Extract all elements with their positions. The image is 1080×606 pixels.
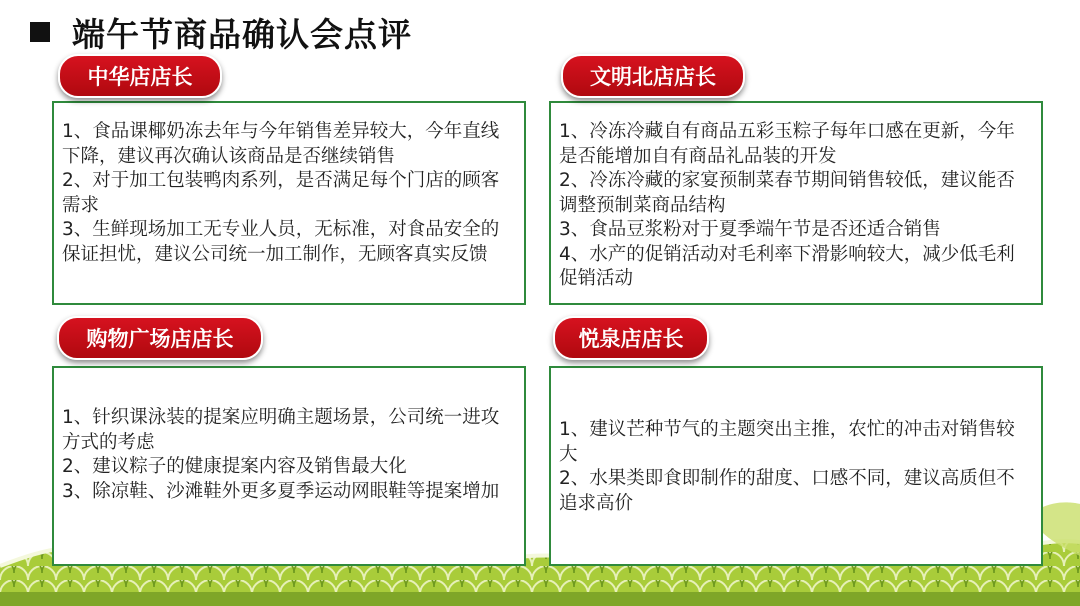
panel-item: 4、水产的促销活动对毛利率下滑影响较大，减少低毛利促销活动	[559, 243, 1015, 289]
panel-item: 1、建议芒种节气的主题突出主推，农忙的冲击对销售较大	[559, 419, 1015, 465]
panel-item: 3、生鲜现场加工无专业人员，无标准，对食品安全的保证担忧，建议公司统一加工制作，无顾客真实反馈	[62, 219, 500, 265]
panel-item: 3、食品豆浆粉对于夏季端午节是否还适合销售	[559, 219, 941, 240]
panel-item: 2、水果类即食即制作的甜度、口感不同，建议高质但不追求高价	[559, 468, 1015, 514]
panel-label-wenmingbei: 文明北店店长	[561, 54, 745, 98]
panel-item: 3、除凉鞋、沙滩鞋外更多夏季运动网眼鞋等提案增加	[62, 480, 500, 502]
panel-item: 2、冷冻冷藏的家宴预制菜春节期间销售较低，建议能否调整预制菜商品结构	[559, 170, 1015, 216]
title-row	[30, 10, 412, 54]
panel-yuequan	[549, 366, 1043, 566]
panel-zhonghua	[52, 101, 526, 305]
panel-label-gouwuguangchang: 购物广场店店长	[57, 316, 263, 360]
panel-label-zhonghua: 中华店店长	[58, 54, 222, 98]
panel-wenmingbei	[549, 101, 1043, 305]
panel-item: 1、针织课泳装的提案应明确主题场景，公司统一进攻方式的考虑	[62, 407, 500, 453]
panel-item: 2、对于加工包装鸭肉系列，是否满足每个门店的顾客需求	[62, 170, 500, 216]
panel-gouwuguangchang	[52, 366, 526, 566]
panel-item: 1、食品课椰奶冻去年与今年销售差异较大，今年直线下降，建议再次确认该商品是否继续销售	[62, 121, 500, 167]
title-bullet-icon	[30, 22, 50, 42]
panel-item: 1、冷冻冷藏自有商品五彩玉粽子每年口感在更新，今年是否能增加自有商品礼品装的开发	[559, 121, 1015, 167]
page-title: 端午节商品确认会点评	[72, 14, 412, 54]
panel-label-yuequan: 悦泉店店长	[553, 316, 709, 360]
panel-item: 2、建议粽子的健康提案内容及销售最大化	[62, 456, 407, 477]
